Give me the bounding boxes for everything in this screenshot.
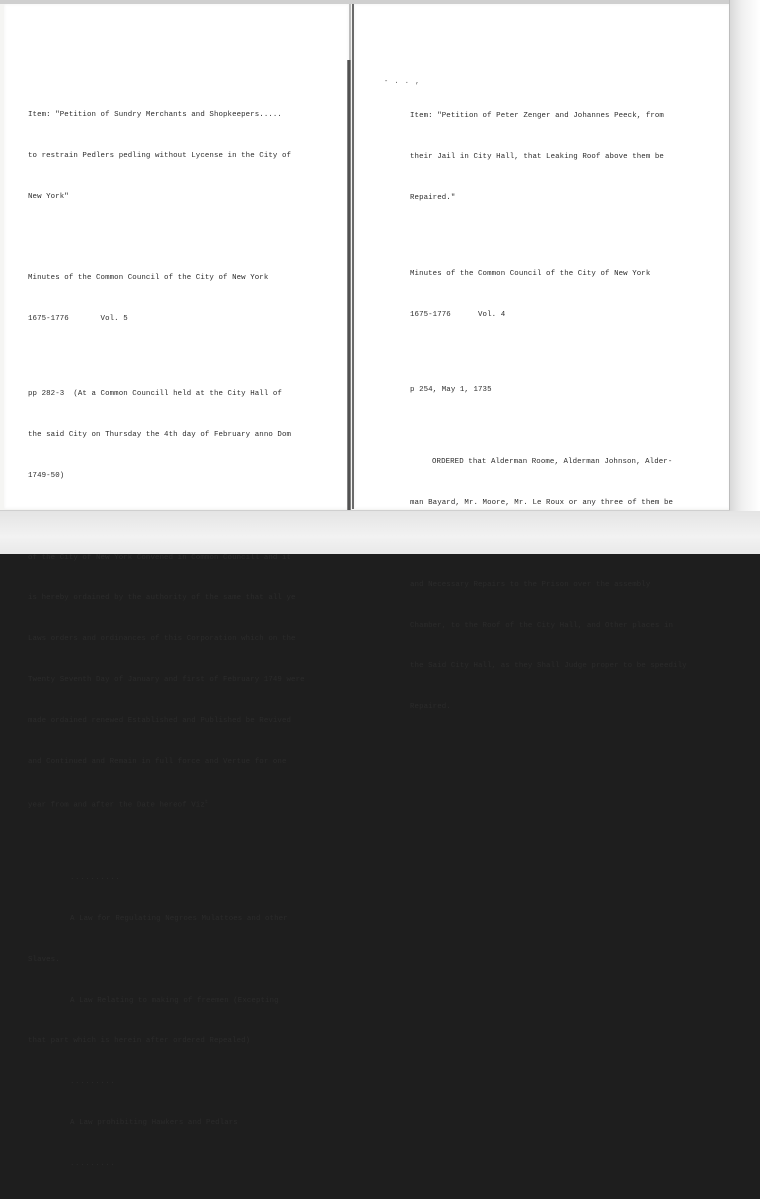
left-ref-line-1: pp 282-3 (At a Common Councill held at the City Hall of <box>28 390 282 399</box>
binding-gutter-top <box>349 4 351 60</box>
left-body-line-3: is hereby ordained by the authority of the same that all ye <box>28 594 296 603</box>
right-body-line-7: Repaired. <box>410 703 451 712</box>
list-dots-1: .......... <box>70 874 121 883</box>
right-page <box>352 4 730 712</box>
right-body-line-1: ORDERED that Alderman Roome, Alderman Johnson, Alder- <box>432 458 673 467</box>
left-body-line-4: Laws orders and ordinances of this Corporation which on the <box>28 635 296 644</box>
right-body-line-4: and Necessary Repairs to the Prison over the assembly <box>410 580 651 589</box>
left-body-line-8-text: year from and after the Date hereof Viz <box>28 801 205 810</box>
left-source-line-1: Minutes of the Common Council of the City of New York <box>28 273 269 282</box>
list-dots-3: ......... <box>70 1159 116 1168</box>
left-ref-line-2: the said City on Thursday the 4th day of February anno Dom <box>28 431 292 440</box>
law-1-line-2: Slaves. <box>28 955 60 964</box>
right-source-line-1: Minutes of the Common Council of the City of New York <box>410 269 651 278</box>
right-item-line-1: Item: "Petition of Peter Zenger and Johannes Peeck, from <box>410 112 664 121</box>
left-page-text <box>28 82 309 1199</box>
scan-right-margin <box>730 0 760 554</box>
left-body-line-5: Twenty Seventh Day of January and first of February 1749 were <box>28 675 305 684</box>
right-body-line-6: the Said City Hall, as they Shall Judge proper to be speedily <box>410 662 687 671</box>
right-item-line-2: their Jail in City Hall, that Leaking Roof above them be <box>410 152 664 161</box>
viz-superscript: t <box>204 799 208 806</box>
scan-bottom-margin <box>0 511 760 554</box>
left-ref-line-3: 1749-50) <box>28 472 65 481</box>
right-body-line-2: man Bayard, Mr. Moore, Mr. Le Roux or any three of them be <box>410 499 674 508</box>
law-1-line-1: A Law for Regulating Negroes Mulattoes and other <box>70 915 288 924</box>
left-source-line-2: 1675-1776 Vol. 5 <box>28 314 128 323</box>
right-body-line-5: Chamber, to the Roof of the City Hall, and Other places in <box>410 621 674 630</box>
right-ref-line: p 254, May 1, 1735 <box>410 386 492 395</box>
left-body-line-7: and Continued and Remain in full force and Vertue for one <box>28 757 287 766</box>
left-item-line-3: New York" <box>28 192 69 201</box>
left-item-line-1: Item: "Petition of Sundry Merchants and Shopkeepers..... <box>28 111 282 120</box>
list-dots-2: ......... <box>70 1078 116 1087</box>
left-item-line-2: to restrain Pedlers pedling without Lycense in the City of <box>28 151 292 160</box>
left-body-line-2: of the City of New York Convened in Common Councill and it <box>28 553 292 562</box>
right-item-line-3: Repaired." <box>410 193 456 202</box>
stray-marks: - . . , <box>384 78 421 86</box>
law-2-line-1: A Law Relating to making of freemen (Excepting <box>70 996 279 1005</box>
law-2-line-2: that part which is herein after ordered Repealed) <box>28 1037 251 1046</box>
left-body-line-6: made ordained renewed Established and Published be Revived <box>28 716 292 725</box>
right-source-line-2: 1675-1776 Vol. 4 <box>410 310 506 319</box>
left-page <box>4 4 350 1168</box>
binding-gutter <box>347 60 351 510</box>
left-body-line-8 <box>28 796 309 810</box>
law-3-line-1: A Law prohibiting Hawkers and Pedlars <box>70 1118 238 1127</box>
right-page-text <box>410 83 687 742</box>
